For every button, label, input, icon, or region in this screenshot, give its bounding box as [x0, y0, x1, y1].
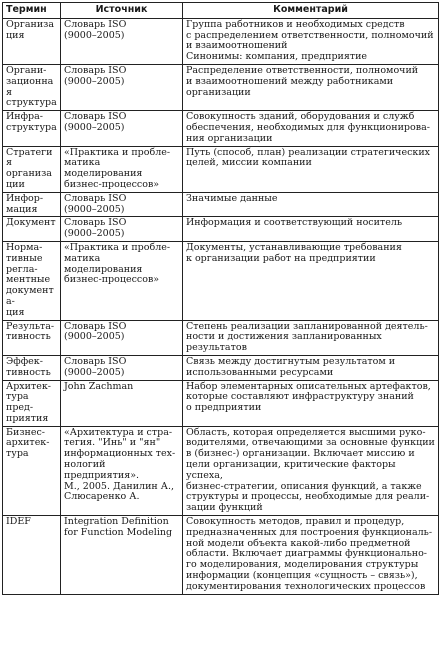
comment-cell — [183, 18, 439, 64]
term-cell — [3, 380, 61, 426]
source-cell — [61, 217, 183, 242]
header-source: Источник — [61, 3, 183, 19]
source-cell-text: John Zachman — [64, 380, 134, 392]
source-cell-text: Словарь ISO (9000–2005) — [64, 18, 127, 41]
table-row — [3, 426, 439, 515]
term-cell — [3, 217, 61, 242]
source-cell-text: Словарь ISO (9000–2005) — [64, 111, 127, 133]
header-comment: Комментарий — [183, 3, 439, 19]
table-row — [3, 192, 439, 217]
source-cell — [61, 380, 183, 426]
comment-cell — [183, 320, 439, 355]
term-cell-text: Результа- тивность — [6, 320, 55, 343]
term-cell — [3, 241, 61, 320]
comment-cell-text: Набор элементарных описательных артефактов, которые составляют инфраструктуру знаний о предприятии — [186, 380, 431, 414]
source-cell — [61, 146, 183, 192]
comment-cell-text: Путь (способ, план) реализации стратегических целей, миссии компании — [186, 146, 431, 169]
comment-cell — [183, 64, 439, 110]
term-cell — [3, 426, 61, 515]
source-cell — [61, 426, 183, 515]
source-cell — [61, 192, 183, 217]
source-cell-text: Словарь ISO (9000–2005) — [64, 217, 127, 240]
source-cell-text: Integration Definition for Function Modeling — [64, 516, 173, 538]
comment-cell — [183, 111, 439, 146]
comment-cell — [183, 192, 439, 217]
term-cell — [3, 64, 61, 110]
source-cell — [61, 64, 183, 110]
source-cell — [61, 355, 183, 380]
term-cell-text: Стратегия организации — [6, 146, 53, 190]
comment-cell-text: Распределение ответственности, полномочий и взаимоотношений между работниками организации — [186, 64, 419, 98]
comment-cell — [183, 355, 439, 380]
table-row — [3, 64, 439, 110]
comment-cell — [183, 217, 439, 242]
table-row — [3, 241, 439, 320]
comment-cell-text: Группа работников и необходимых средств с распределением ответственности, полномочий и взаимоотношений Синонимы: компания, предприятие — [186, 18, 434, 63]
comment-cell-text: Область, которая определяется высшими руко- водителями, отвечающими за основные функции в (бизнес-) организации. Включает миссию и цели организации, критические факторы успеха, бизнес-стратегии, описания функций, а также структуры и процессы, необходимые для реали- зации функций — [186, 426, 435, 514]
comment-cell-text: Связь между достигнутым результатом и использованными ресурсами — [186, 355, 396, 378]
term-cell-text: Документ — [6, 217, 56, 229]
term-cell-text: Организация — [6, 18, 55, 41]
source-cell — [61, 516, 183, 595]
table-row — [3, 320, 439, 355]
term-cell-text: Эффек- тивность — [6, 355, 51, 378]
source-cell-text: «Практика и пробле- матика моделирования бизнес-процессов» — [64, 146, 171, 190]
term-cell-text: Норма- тивные регла- ментные документа- ция — [6, 241, 54, 318]
table-body — [3, 18, 439, 594]
term-cell — [3, 320, 61, 355]
term-cell — [3, 192, 61, 217]
term-cell — [3, 146, 61, 192]
term-cell — [3, 355, 61, 380]
term-cell-text: Инфра- структура — [6, 111, 57, 133]
table-row — [3, 516, 439, 595]
source-cell — [61, 320, 183, 355]
term-cell-text: Инфор- мация — [6, 192, 44, 215]
source-cell-text: Словарь ISO (9000–2005) — [64, 192, 127, 215]
source-cell-text: Словарь ISO (9000–2005) — [64, 64, 127, 87]
comment-cell — [183, 241, 439, 320]
term-cell — [3, 111, 61, 146]
table-row — [3, 217, 439, 242]
source-cell-text: Словарь ISO (9000–2005) — [64, 320, 127, 343]
comment-cell — [183, 380, 439, 426]
source-cell — [61, 241, 183, 320]
table-row — [3, 111, 439, 146]
source-cell-text: Словарь ISO (9000–2005) — [64, 355, 127, 378]
source-cell-text: «Архитектура и стра- тегия. "Инь" и "ян" информационных тех- нологий предприятия». М., 2005. Данилин А., Слюсаренко А. — [64, 426, 176, 503]
comment-cell — [183, 426, 439, 515]
comment-cell-text: Информация и соответствующий носитель — [186, 217, 403, 229]
comment-cell-text: Документы, устанавливающие требования к организации работ на предприятии — [186, 241, 402, 264]
comment-cell-text: Совокупность зданий, оборудования и служб обеспечения, необходимых для функционирова- ния организации — [186, 111, 430, 144]
term-cell-text: Органи- зационная структура — [6, 64, 57, 109]
comment-cell — [183, 516, 439, 595]
term-cell-text: IDEF — [6, 516, 31, 528]
comment-cell-text: Степень реализации запланированной деятель- ности и достижения запланированных результатов — [186, 320, 428, 354]
term-cell-text: Бизнес- архитек- тура — [6, 426, 50, 460]
header-term: Термин — [3, 3, 61, 19]
table-row — [3, 380, 439, 426]
table-row — [3, 18, 439, 64]
table-header-row — [3, 3, 439, 19]
term-cell — [3, 516, 61, 595]
term-cell — [3, 18, 61, 64]
term-cell-text: Архитек- тура пред- приятия — [6, 380, 51, 424]
table-row — [3, 146, 439, 192]
comment-cell-text: Совокупность методов, правил и процедур, предназначенных для построения функциональ- ной модели объекта какой-либо предметной области. Включает диаграммы функционально- го моделирования, моделирования структуры информации (концепция «сущность – связь»), документирования технологических процессов — [186, 516, 433, 592]
table-row — [3, 355, 439, 380]
comment-cell — [183, 146, 439, 192]
glossary-table — [2, 2, 439, 595]
source-cell — [61, 111, 183, 146]
source-cell-text: «Практика и пробле- матика моделирования бизнес-процессов» — [64, 241, 171, 286]
comment-cell-text: Значимые данные — [186, 192, 278, 204]
source-cell — [61, 18, 183, 64]
